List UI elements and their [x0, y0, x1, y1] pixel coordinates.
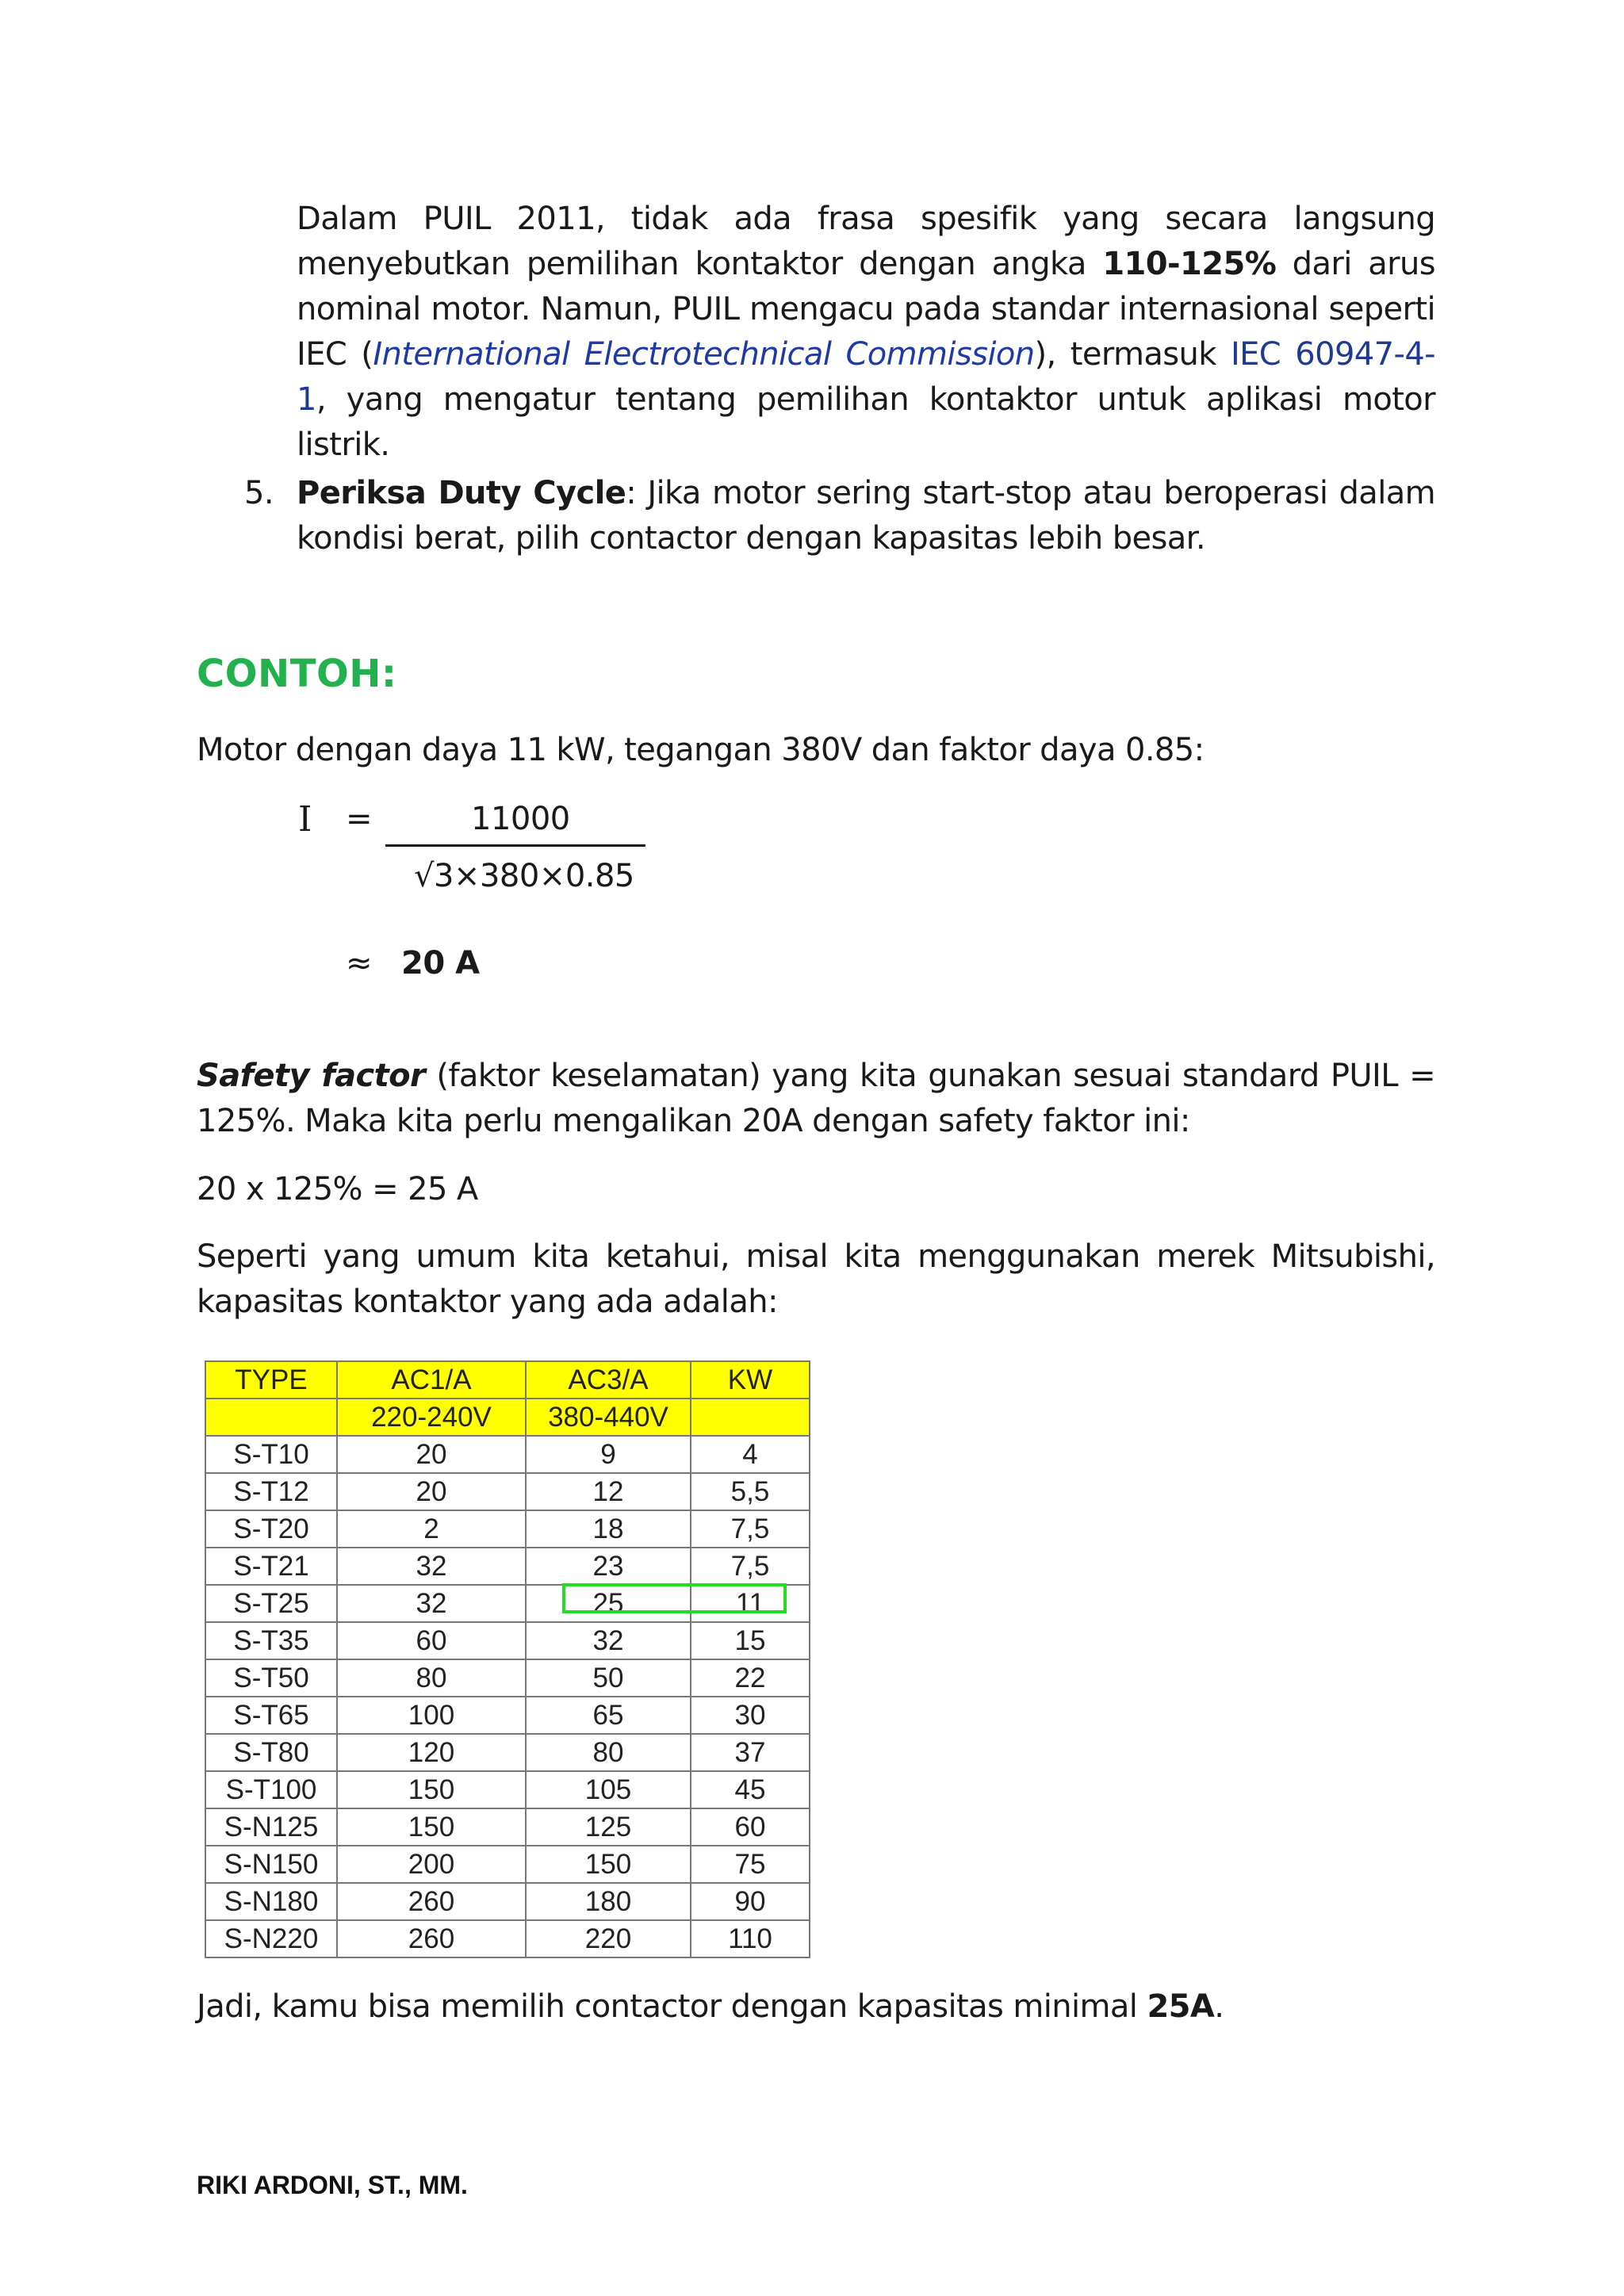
cell-ac3: 50	[526, 1659, 691, 1697]
cell-type: S-T35	[205, 1622, 337, 1659]
cell-type: S-T65	[205, 1697, 337, 1734]
table-row	[205, 1920, 810, 1957]
cell-kw: 90	[691, 1883, 810, 1920]
table-row	[205, 1697, 810, 1734]
table-row	[205, 1473, 810, 1510]
table-row	[205, 1734, 810, 1771]
iec-standard-link[interactable]: IEC 60947-4-1	[297, 336, 1436, 418]
cell-kw: 5,5	[691, 1473, 810, 1510]
cell-ac3: 25	[526, 1585, 691, 1622]
cell-type: S-T80	[205, 1734, 337, 1771]
cell-type: S-N180	[205, 1883, 337, 1920]
selected-row-highlight	[562, 1583, 787, 1613]
safety-factor-text: (faktor keselamatan) yang kita gunakan sesuai standard PUIL = 125%. Maka kita perlu mengalikan 20A dengan safety faktor ini:	[197, 1058, 1435, 1139]
header-kw: KW	[691, 1361, 810, 1399]
safety-factor-term: Safety factor	[197, 1058, 426, 1094]
duty-cycle-item	[297, 471, 1435, 561]
table-row	[205, 1436, 810, 1473]
table-row	[205, 1510, 810, 1548]
cell-ac1: 260	[337, 1883, 526, 1920]
cell-type: S-T20	[205, 1510, 337, 1548]
cell-ac3: 80	[526, 1734, 691, 1771]
cell-kw: 7,5	[691, 1510, 810, 1548]
table-header-row	[205, 1361, 810, 1399]
cell-ac3: 125	[526, 1808, 691, 1846]
cell-ac3: 180	[526, 1883, 691, 1920]
subheader-ac1-voltage: 220-240V	[337, 1399, 526, 1436]
fraction-bar	[385, 844, 645, 847]
cell-kw: 37	[691, 1734, 810, 1771]
iec-link[interactable]: International Electrotechnical Commission	[373, 336, 1035, 373]
header-ac1: AC1/A	[337, 1361, 526, 1399]
duty-cycle-title: Periksa Duty Cycle	[297, 475, 626, 511]
table-row	[205, 1808, 810, 1846]
example-intro: Motor dengan daya 11 kW, tegangan 380V dan faktor daya 0.85:	[197, 732, 1205, 768]
cell-type: S-T21	[205, 1548, 337, 1585]
cell-kw: 110	[691, 1920, 810, 1957]
cell-ac3: 18	[526, 1510, 691, 1548]
cell-type: S-T10	[205, 1436, 337, 1473]
cell-kw: 30	[691, 1697, 810, 1734]
cell-type: S-T25	[205, 1585, 337, 1622]
cell-ac3: 12	[526, 1473, 691, 1510]
cell-ac1: 120	[337, 1734, 526, 1771]
formula-denominator: √3×380×0.85	[414, 858, 634, 894]
cell-ac3: 9	[526, 1436, 691, 1473]
cell-type: S-T100	[205, 1771, 337, 1808]
formula-result: 20 A	[401, 945, 480, 982]
formula-approx: ≈	[346, 945, 373, 982]
cell-ac3: 32	[526, 1622, 691, 1659]
safety-calculation: 20 x 125% = 25 A	[197, 1171, 478, 1207]
subheader-ac3-voltage: 380-440V	[526, 1399, 691, 1436]
header-type: TYPE	[205, 1361, 337, 1399]
cell-ac1: 60	[337, 1622, 526, 1659]
conclusion	[197, 1984, 1224, 2030]
cell-ac3: 23	[526, 1548, 691, 1585]
formula-variable: I	[298, 799, 312, 840]
cell-ac3: 150	[526, 1846, 691, 1883]
contactor-table	[205, 1360, 810, 1958]
cell-ac1: 260	[337, 1920, 526, 1957]
footer-author: RIKI ARDONI, ST., MM.	[197, 2171, 468, 2199]
cell-kw: 22	[691, 1659, 810, 1697]
table-row	[205, 1622, 810, 1659]
cell-ac3: 105	[526, 1771, 691, 1808]
subheader-kw	[691, 1399, 810, 1436]
safety-factor-paragraph	[197, 1054, 1435, 1144]
cell-type: S-T50	[205, 1659, 337, 1697]
duty-cycle-text: : Jika motor sering start-stop atau beroperasi dalam kondisi berat, pilih contactor dengan kapasitas lebih besar.	[297, 475, 1435, 557]
cell-kw: 7,5	[691, 1548, 810, 1585]
puil-text-4: , yang mengatur tentang pemilihan kontaktor untuk aplikasi motor listrik.	[297, 381, 1435, 463]
cell-type: S-N220	[205, 1920, 337, 1957]
example-heading: CONTOH:	[197, 652, 397, 696]
table-row	[205, 1659, 810, 1697]
cell-ac1: 80	[337, 1659, 526, 1697]
mitsubishi-paragraph: Seperti yang umum kita ketahui, misal kita menggunakan merek Mitsubishi, kapasitas kontaktor yang ada adalah:	[197, 1238, 1435, 1320]
cell-type: S-T12	[205, 1473, 337, 1510]
formula-numerator: 11000	[471, 801, 570, 837]
puil-text-1: Dalam PUIL 2011, tidak ada frasa spesifik yang secara langsung menyebutkan pemilihan kontaktor dengan angka	[297, 201, 1435, 282]
list-number: 5.	[244, 475, 274, 511]
table-row	[205, 1771, 810, 1808]
puil-text-2: dari arus nominal motor. Namun, PUIL mengacu pada standar internasional seperti IEC (	[297, 246, 1435, 373]
subheader-type	[205, 1399, 337, 1436]
conclusion-text: Jadi, kamu bisa memilih contactor dengan kapasitas minimal	[197, 1988, 1147, 2025]
table-row	[205, 1883, 810, 1920]
conclusion-end: .	[1214, 1988, 1224, 2025]
conclusion-value: 25A	[1147, 1988, 1215, 2025]
cell-ac1: 32	[337, 1585, 526, 1622]
cell-type: S-N150	[205, 1846, 337, 1883]
cell-ac1: 32	[337, 1548, 526, 1585]
cell-ac1: 200	[337, 1846, 526, 1883]
percent-range: 110-125%	[1102, 246, 1277, 282]
cell-ac3: 220	[526, 1920, 691, 1957]
table-subheader-row	[205, 1399, 810, 1436]
table-body	[205, 1436, 810, 1957]
cell-ac1: 150	[337, 1771, 526, 1808]
cell-kw: 75	[691, 1846, 810, 1883]
cell-kw: 15	[691, 1622, 810, 1659]
cell-kw: 4	[691, 1436, 810, 1473]
header-ac3: AC3/A	[526, 1361, 691, 1399]
cell-ac1: 150	[337, 1808, 526, 1846]
cell-type: S-N125	[205, 1808, 337, 1846]
cell-kw: 45	[691, 1771, 810, 1808]
puil-text-3: ), termasuk	[1034, 336, 1231, 373]
puil-paragraph	[297, 197, 1435, 468]
cell-ac1: 2	[337, 1510, 526, 1548]
cell-kw: 60	[691, 1808, 810, 1846]
cell-ac1: 20	[337, 1473, 526, 1510]
cell-ac1: 20	[337, 1436, 526, 1473]
table-row	[205, 1846, 810, 1883]
table-row	[205, 1548, 810, 1585]
cell-ac1: 100	[337, 1697, 526, 1734]
formula-equals: =	[346, 801, 373, 837]
cell-kw: 11	[691, 1585, 810, 1622]
cell-ac3: 65	[526, 1697, 691, 1734]
